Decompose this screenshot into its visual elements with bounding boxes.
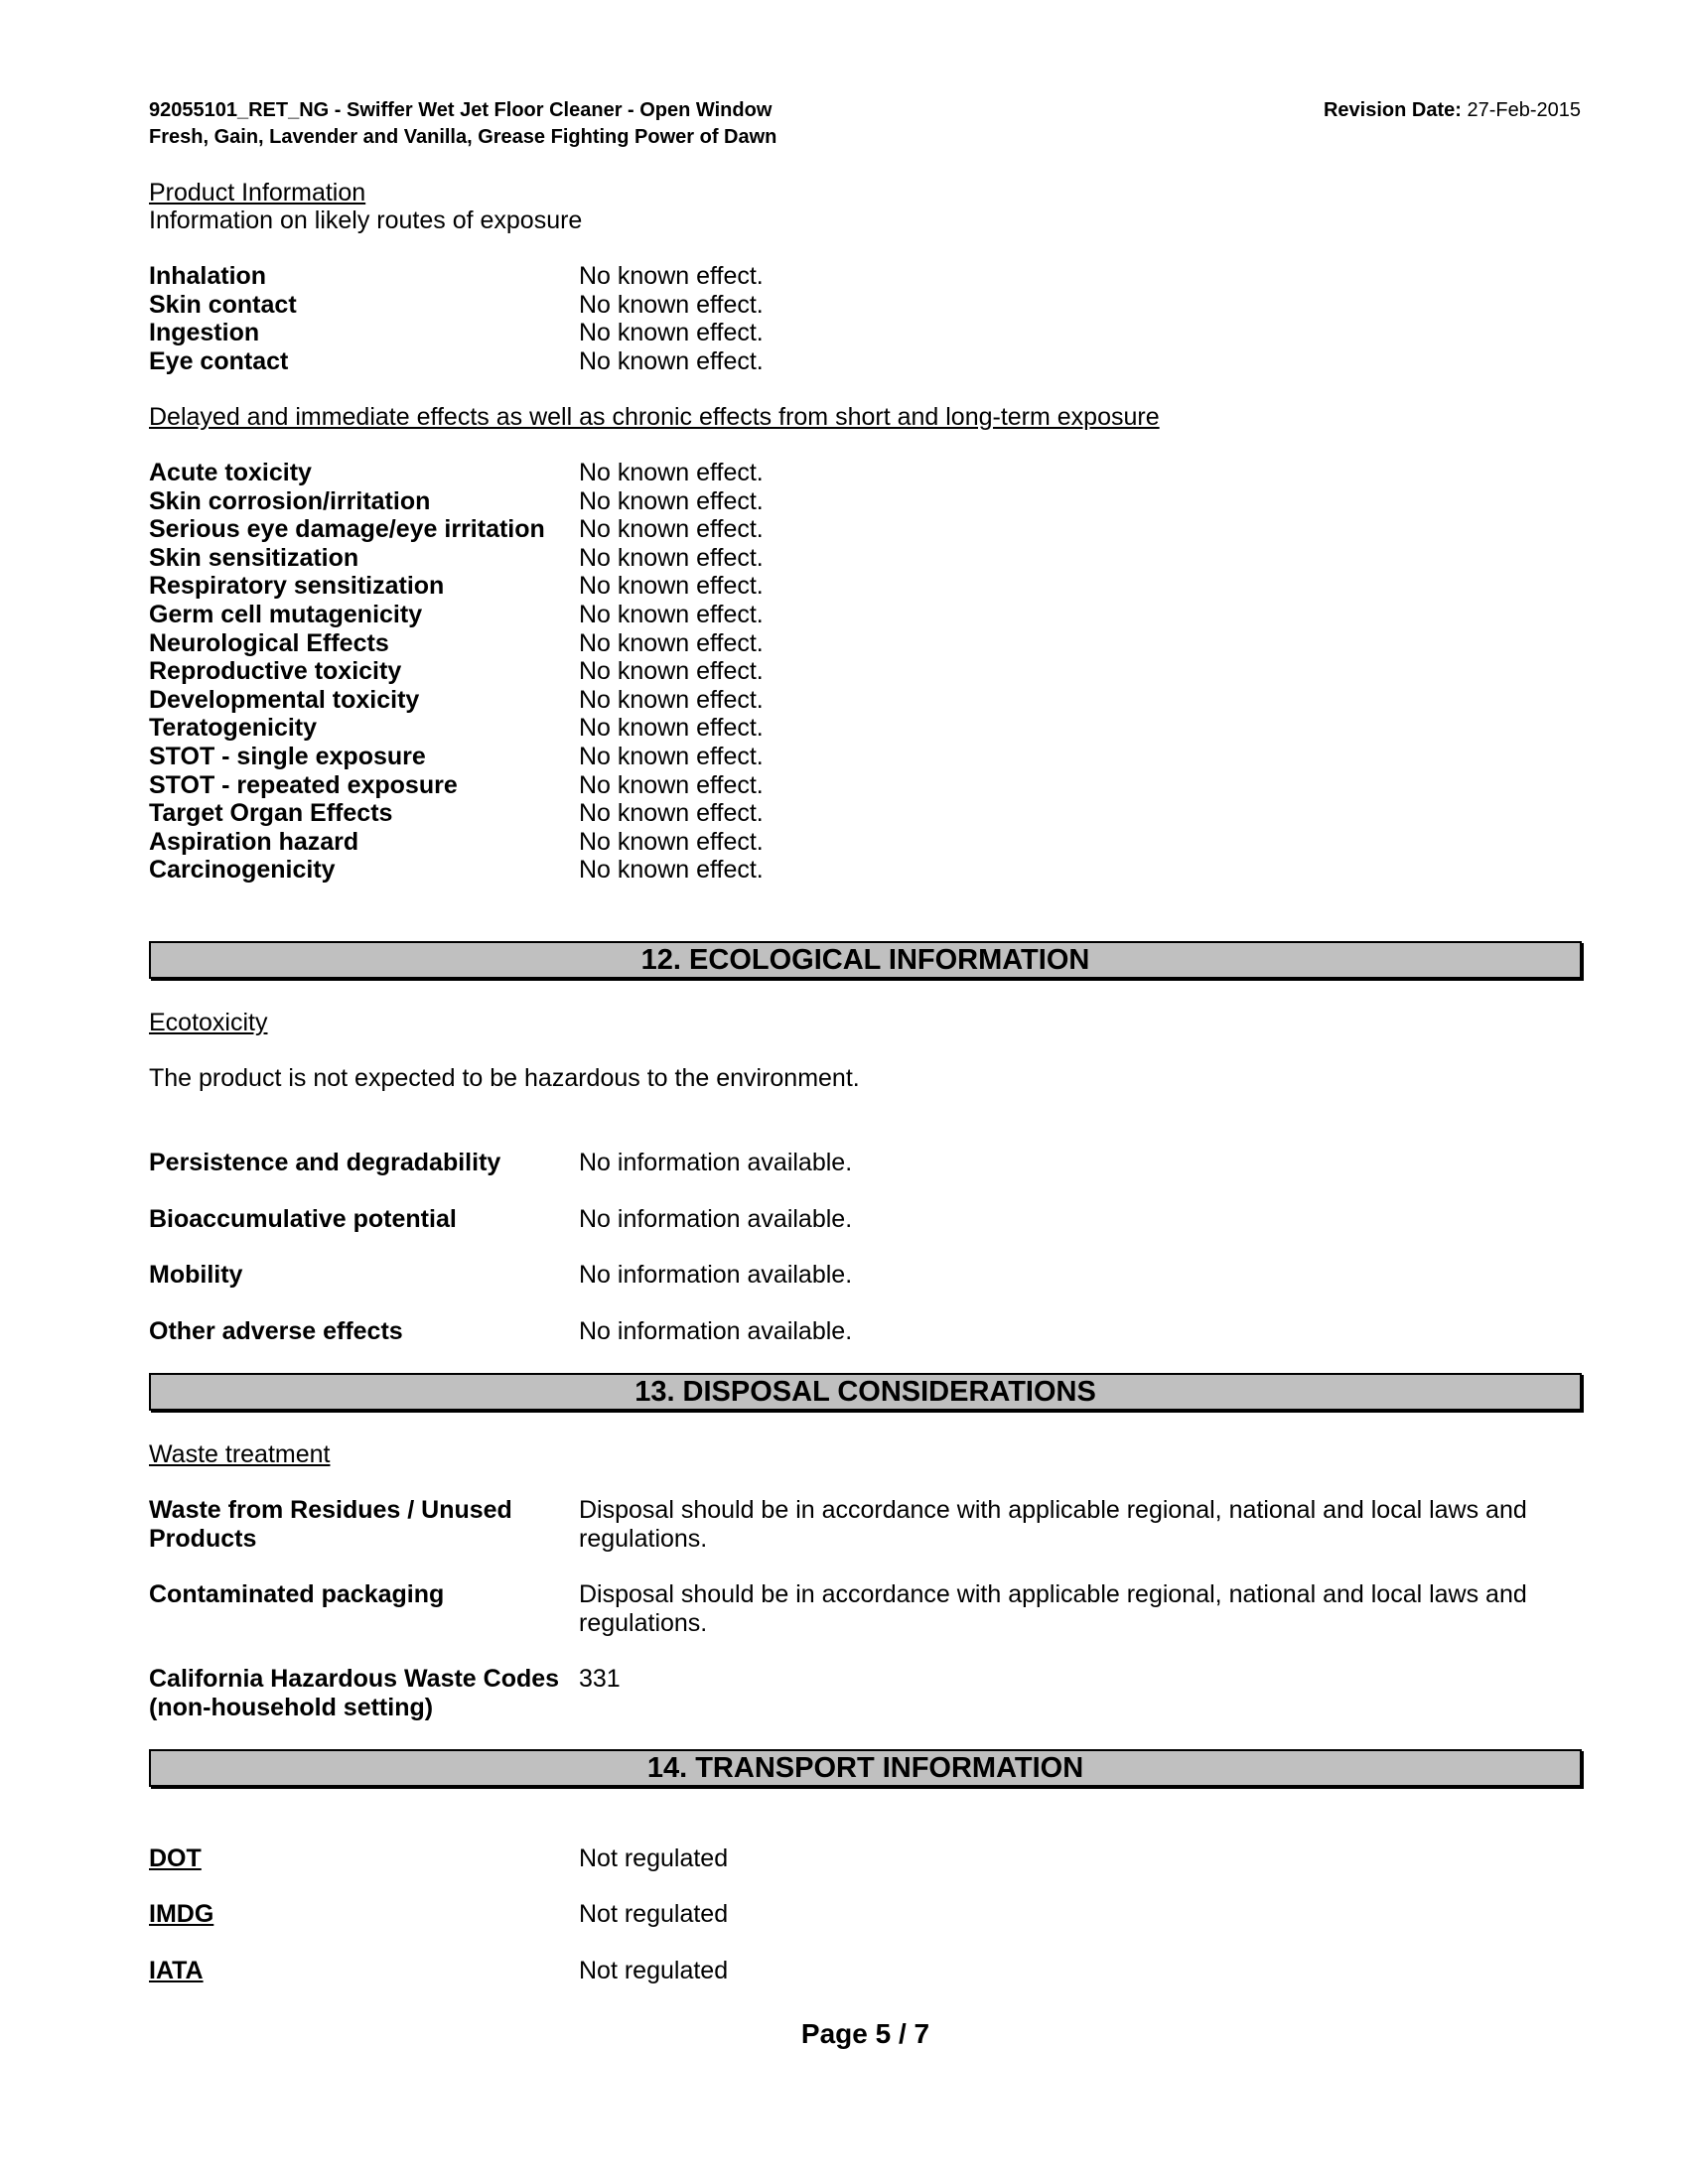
list-item: Aspiration hazard No known effect.	[149, 827, 764, 856]
ecotoxicity-text: The product is not expected to be hazardous to the environment.	[149, 1064, 860, 1092]
persistence-value: No information available.	[579, 1149, 853, 1176]
imdg-label: IMDG	[149, 1900, 214, 1928]
list-item: Respiratory sensitization No known effect.	[149, 572, 764, 601]
product-information-title: Product Information	[149, 179, 366, 206]
list-item: Eye contact No known effect.	[149, 346, 764, 375]
revision-date-label: Revision Date:	[1323, 99, 1462, 121]
list-item: Acute toxicity No known effect.	[149, 459, 764, 486]
list-item: Developmental toxicity No known effect.	[149, 685, 764, 714]
list-item: Skin corrosion/irritation No known effect.	[149, 486, 764, 515]
section-14-heading: 14. TRANSPORT INFORMATION	[149, 1749, 1582, 1787]
list-item: Carcinogenicity No known effect.	[149, 856, 764, 885]
exposure-routes-subtitle: Information on likely routes of exposure	[149, 206, 583, 234]
contaminated-packaging-value: Disposal should be in accordance with applicable regional, national and local laws and regulations.	[579, 1580, 1527, 1637]
imdg-value: Not regulated	[579, 1900, 729, 1928]
list-item: Teratogenicity No known effect.	[149, 714, 764, 743]
list-item: Ingestion No known effect.	[149, 319, 764, 347]
iata-value: Not regulated	[579, 1957, 729, 1984]
list-item: Reproductive toxicity No known effect.	[149, 657, 764, 686]
document-title-line-1: 92055101_RET_NG - Swiffer Wet Jet Floor Cleaner - Open Window	[149, 99, 773, 121]
bioaccumulative-label: Bioaccumulative potential	[149, 1205, 457, 1233]
contaminated-packaging-label: Contaminated packaging	[149, 1580, 445, 1608]
page-label: Page	[800, 2018, 868, 2049]
bioaccumulative-value: No information available.	[579, 1205, 853, 1233]
waste-residues-label: Waste from Residues / Unused Products	[149, 1496, 512, 1553]
dot-value: Not regulated	[579, 1844, 729, 1872]
california-waste-codes-value: 331	[579, 1665, 621, 1693]
list-item: STOT - repeated exposure No known effect.	[149, 770, 764, 799]
effects-list	[149, 459, 1043, 885]
list-item: Target Organ Effects No known effect.	[149, 799, 764, 828]
waste-treatment-title: Waste treatment	[149, 1440, 331, 1468]
list-item: Inhalation No known effect.	[149, 262, 764, 290]
ecotoxicity-title: Ecotoxicity	[149, 1009, 268, 1036]
iata-label: IATA	[149, 1957, 204, 1984]
list-item: Neurological Effects No known effect.	[149, 628, 764, 657]
other-adverse-effects-value: No information available.	[579, 1317, 853, 1345]
dot-label: DOT	[149, 1844, 202, 1872]
page-number	[0, 2018, 1688, 2050]
exposure-routes-list	[149, 262, 1043, 375]
section-13-heading: 13. DISPOSAL CONSIDERATIONS	[149, 1373, 1582, 1411]
persistence-label: Persistence and degradability	[149, 1149, 501, 1176]
other-adverse-effects-label: Other adverse effects	[149, 1317, 403, 1345]
revision-date	[1324, 97, 1581, 124]
effects-title: Delayed and immediate effects as well as chronic effects from short and long-term exposure	[149, 403, 1160, 431]
list-item: Skin sensitization No known effect.	[149, 543, 764, 572]
document-title	[149, 97, 776, 151]
list-item: Serious eye damage/eye irritation No known effect.	[149, 515, 764, 544]
mobility-value: No information available.	[579, 1261, 853, 1289]
revision-date-value: 27-Feb-2015	[1467, 99, 1581, 121]
section-12-heading: 12. ECOLOGICAL INFORMATION	[149, 941, 1582, 979]
list-item: Skin contact No known effect.	[149, 290, 764, 319]
california-waste-codes-label: California Hazardous Waste Codes (non-household setting)	[149, 1665, 560, 1721]
list-item: STOT - single exposure No known effect.	[149, 742, 764, 770]
waste-residues-value: Disposal should be in accordance with applicable regional, national and local laws and regulations.	[579, 1496, 1527, 1553]
document-title-line-2: Fresh, Gain, Lavender and Vanilla, Grease Fighting Power of Dawn	[149, 126, 777, 148]
page-count: 5 / 7	[875, 2018, 930, 2049]
list-item: Germ cell mutagenicity No known effect.	[149, 600, 764, 628]
mobility-label: Mobility	[149, 1261, 243, 1289]
